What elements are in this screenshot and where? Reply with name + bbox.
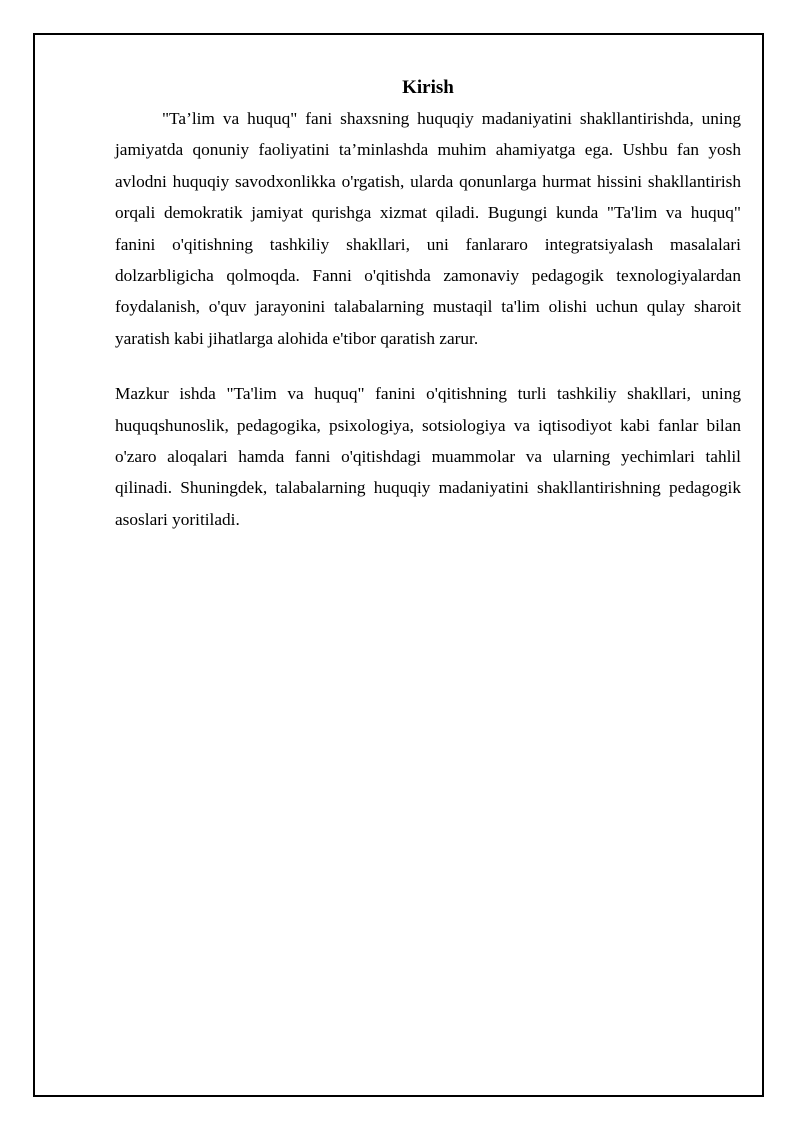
paragraph-2: Mazkur ishda "Ta'lim va huquq" fanini o'qitishning turli tashkiliy shakllari, uning huquqshunoslik, pedagogika, psixologiya, sotsiologiya va iqtisodiyot kabi fanlar bilan o'zaro aloqalari hamda fanni o'qitishdagi muammolar va ularning yechimlari tahlil qilinadi. Shuningdek, talabalarning huquqiy madaniyatini shakllantirishning pedagogik asoslari yoritiladi. [115, 384, 741, 529]
paragraph-spacer [115, 354, 741, 378]
paragraph-1: "Ta’lim va huquq" fani shaxsning huquqiy madaniyatini shakllantirishda, uning jamiyatda qonuniy faoliyatini ta’minlashda muhim ahamiyatga ega. Ushbu fan yosh avlodni huquqiy savodxonlikka o'rgatish, ularda qonunlarga hurmat hissini shakllantirish orqali demokratik jamiyat qurishga xizmat qiladi. Bugungi kunda "Ta'lim va huquq" fanini o'qitishning tashkiliy shakllari, uni fanlararo integratsiyalash masalalari dolzarbligicha qolmoqda. Fanni o'qitishda zamonaviy pedagogik texnologiyalardan foydalanish, o'quv jarayonini talabalarning mustaqil ta'lim olishi uchun qulay sharoit yaratish kabi jihatlarga alohida e'tibor qaratish zarur. [115, 109, 741, 348]
document-body [115, 74, 741, 535]
document-title: Kirish [402, 77, 454, 98]
